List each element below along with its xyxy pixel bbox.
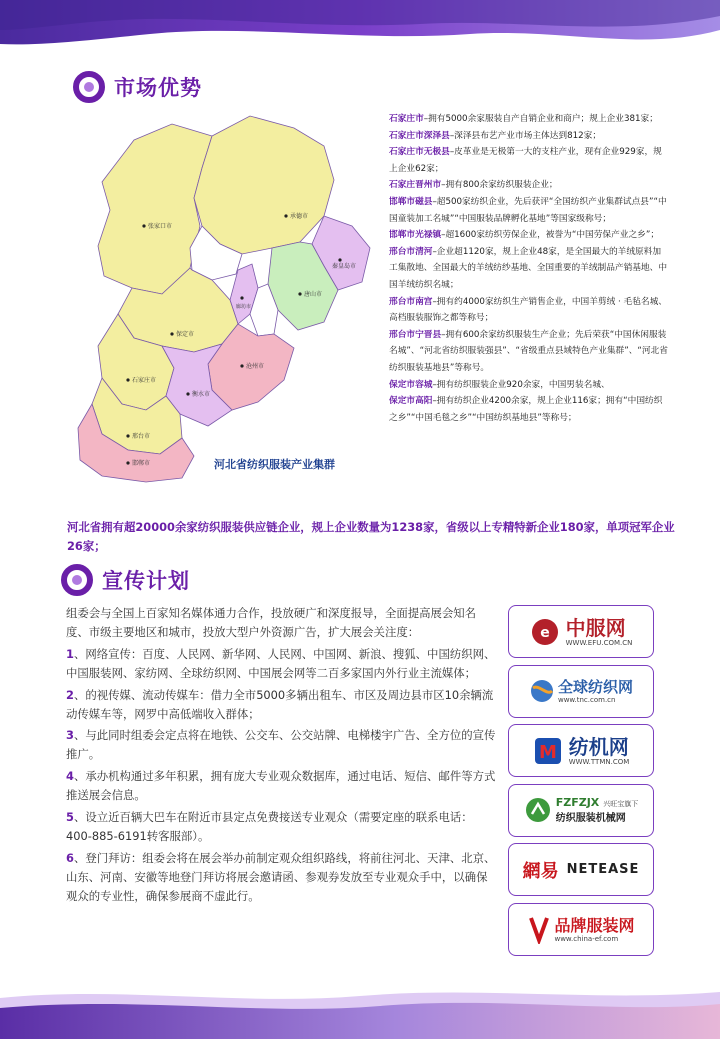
fzfz-mark-icon: [524, 796, 552, 824]
map-label-hengshui: 衡水市: [192, 391, 211, 398]
logo-netease[interactable]: [508, 843, 654, 896]
map-label-tangshan: 唐山市: [304, 291, 323, 298]
cluster-item: 邯郸市光禄镇–超1600家纺织劳保企业，被誉为“中国劳保产业之乡”；: [389, 230, 660, 241]
map-label-xingtai: 邢台市: [132, 433, 151, 440]
efu-url: WWW.EFU.COM.CN: [565, 638, 633, 647]
chinaef-url: www.china-ef.com: [554, 934, 619, 943]
promo-intro: 组委会与全国上百家知名媒体通力合作，投放硬广和深度报导，全面提高展会知名度、市级主要地区和城市，投放大型户外资源广告，扩大展会关注度：: [66, 606, 477, 639]
efu-mark-icon: [530, 617, 560, 647]
cluster-item: 保定市容城–拥有纺织服装企业920余家，中国男装名城、: [389, 379, 610, 390]
map-label-langfang: 廊坊市: [236, 304, 252, 310]
ring-icon: [60, 563, 94, 597]
logo-fzfzjx[interactable]: [508, 784, 654, 837]
svg-text:e: e: [539, 624, 550, 641]
globe-icon: [529, 678, 555, 704]
fzfz-tag: 兴旺宝旗下: [603, 800, 639, 809]
map-label-shijiazhuang: 石家庄市: [132, 377, 157, 384]
cluster-item: 石家庄市–拥有5000余家服装自产自销企业和商户；规上企业381家；: [389, 114, 658, 124]
map-label-handan: 邯郸市: [132, 460, 151, 467]
cluster-item: 邢台市宁晋县–拥有600余家纺织服装生产企业；先后荣获“中国休闲服装名城”、“河北省纺织服装强县”、“省级重点县域特色产业集群”、“河北省纺织服装基地县”等称号。: [389, 329, 668, 373]
promo-item: 4、承办机构通过多年积累，拥有庞大专业观众数据库，通过电话、短信、邮件等方式推送展会信息。: [66, 769, 496, 803]
netease-en: NETEASE: [566, 862, 640, 878]
tnc-name: 全球纺织网: [557, 678, 633, 697]
logo-efu[interactable]: [508, 605, 654, 658]
fzfz-brand: FZFZJX: [555, 796, 600, 810]
chinaef-mark-icon: [527, 914, 551, 944]
top-wave-banner: [0, 0, 720, 52]
cluster-item: 石家庄市深泽县–深泽县布艺产业市场主体达到812家；: [389, 130, 602, 141]
map-region-chengde: [194, 116, 334, 254]
promo-item: 2、的视传媒、流动传媒车：借力全市5000多辆出租车、市区及周边县市区10余辆流动传媒车等，网罗中高低端收入群体；: [66, 687, 494, 721]
map-label-qinhuangdao: 秦皇岛市: [332, 263, 357, 270]
cluster-item: 石家庄市无极县–皮革业是无极第一大的支柱产业，现有企业929家，规上企业62家；: [389, 147, 662, 174]
promo-section-title: 宣传计划: [102, 569, 190, 593]
map-caption: 河北省纺织服装产业集群: [214, 458, 335, 471]
map-label-zhangjiakou: 张家口市: [148, 223, 173, 230]
promo-item: 6、登门拜访：组委会将在展会举办前制定观众组织路线，将前往河北、天津、北京、山东、河南、安徽等地登门拜访将展会邀请函、参观券发放至专业观众手中，以确保观众的专业性，确保参展商不虚此行。: [66, 850, 496, 903]
promo-item: 3、与此同时组委会定点将在地铁、公交车、公交站牌、电梯楼宇广告、全方位的宣传推广。: [66, 728, 496, 762]
netease-cn: 網易: [522, 860, 559, 882]
promo-item: 1、网络宣传：百度、人民网、新华网、人民网、中国网、新浪、搜狐、中国纺织网、中国服装网、家纺网、全球纺织网、中国展会网等二百多家国内外行业主流媒体；: [66, 646, 496, 680]
ttmn-url: WWW.TTMN.COM: [568, 757, 630, 766]
cluster-item: 邢台市清河–企业超1120家，规上企业48家，是全国最大的羊绒原料加工集散地、全国最大的羊绒纺纱基地、全国重要的羊绒制品产销基地、中国羊绒纺织名城；: [389, 246, 667, 290]
cluster-item: 保定市高阳–拥有纺织企业4200余家，规上企业116家；拥有“中国纺织之乡”“中国毛毯之乡”“中国纺织基地县”等称号；: [389, 396, 663, 423]
cluster-item: 邯郸市磁县–超500家纺织企业，先后获评“全国纺织产业集群试点县”“中国童装加工名城”“中国服装品牌孵化基地”等国家级称号；: [389, 196, 667, 224]
promo-section-heading: [60, 563, 190, 597]
map-label-chengde: 承德市: [290, 213, 309, 220]
tnc-url: www.tnc.com.cn: [557, 696, 616, 705]
summary-statement: 河北省拥有超20000余家纺织服装供应链企业，规上企业数量为1238家，省级以上专精特新企业180家，单项冠军企业26家；: [67, 520, 675, 553]
media-partner-logos: [508, 605, 654, 963]
logo-ttmn[interactable]: [508, 724, 654, 777]
logo-china-ef[interactable]: [508, 903, 654, 956]
ttmn-name: 纺机网: [568, 734, 629, 759]
cluster-item: 石家庄晋州市–拥有800余家纺织服装企业；: [389, 180, 558, 191]
map-label-cangzhou: 沧州市: [246, 363, 265, 370]
cluster-list: [389, 111, 669, 426]
hebei-map: [62, 98, 382, 508]
cluster-item: 邢台市南宫–拥有约4000家纺织生产销售企业，中国羊剪绒 · 毛毡名城、高档服装服饰之都等称号；: [389, 296, 667, 324]
chinaef-name: 品牌服装网: [554, 915, 635, 935]
svg-text:M: M: [538, 741, 557, 763]
logo-tnc[interactable]: [508, 665, 654, 718]
promo-text: [66, 604, 496, 909]
efu-name: 中服网: [565, 615, 626, 640]
promo-item: 5、设立近百辆大巴车在附近市县定点免费接送专业观众（需要定座的联系电话：400-885-6191转客服部）。: [66, 810, 473, 843]
market-section-title: 市场优势: [114, 76, 202, 100]
fzfz-name: 纺织服装机械网: [555, 813, 626, 825]
map-label-baoding: 保定市: [176, 331, 195, 338]
ttmn-mark-icon: [533, 736, 563, 766]
bottom-wave-banner: [0, 984, 720, 1039]
